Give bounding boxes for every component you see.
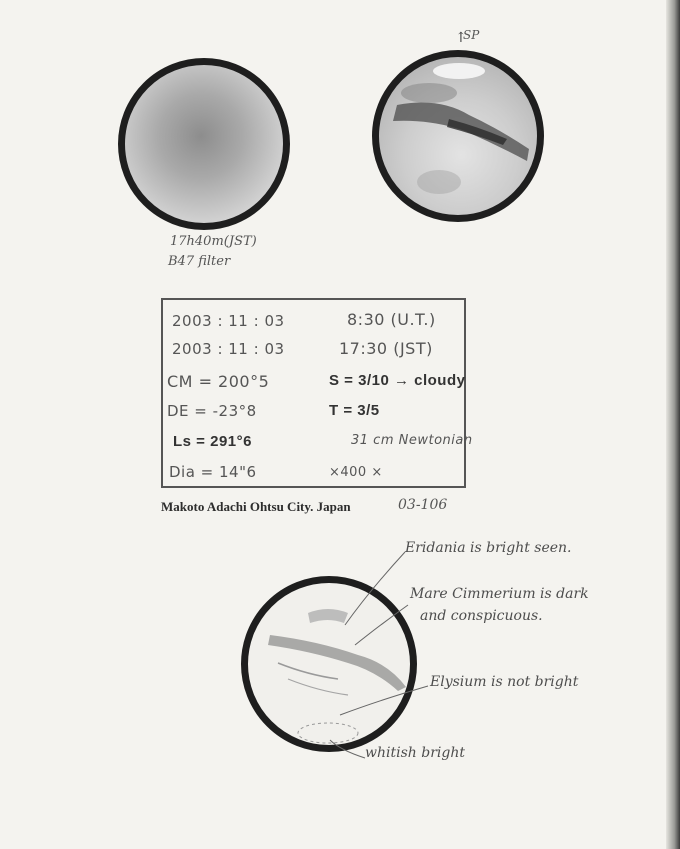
observer-name: Makoto Adachi Ohtsu City. Japan xyxy=(161,499,351,514)
observation-info-box xyxy=(161,298,473,488)
transparency: T = 3/5 xyxy=(329,402,380,419)
annotation-eridania: Eridania is bright seen. xyxy=(405,540,572,556)
annotation-mare-cimmerium-1: Mare Cimmerium is dark xyxy=(410,586,589,602)
row1-time: 8:30 (U.T.) xyxy=(347,310,436,329)
drawing1-time-label: 17h40m(JST) xyxy=(170,234,257,249)
annotation-mare-cimmerium-2: and conspicuous. xyxy=(420,608,543,624)
declination: DE = -23°8 xyxy=(167,402,257,420)
mars-disk-b47-filter xyxy=(118,58,290,230)
mars-sketch-markings xyxy=(248,583,410,745)
row2-date: 2003 : 11 : 03 xyxy=(172,340,285,358)
mars-sketch-disk xyxy=(241,576,417,752)
magnification: ×400 × xyxy=(329,465,383,480)
drawing1-filter-label: B47 filter xyxy=(168,254,231,269)
observation-code: 03-106 xyxy=(398,497,448,513)
seeing: S = 3/10 → cloudy xyxy=(329,372,466,389)
page-edge-shadow xyxy=(666,0,680,849)
telescope: 31 cm Newtonian xyxy=(351,433,473,448)
mars-disk-main xyxy=(372,50,544,222)
central-meridian: CM = 200°5 xyxy=(167,372,270,391)
solar-longitude: Ls = 291°6 xyxy=(173,433,252,450)
annotation-elysium: Elysium is not bright xyxy=(430,674,579,690)
annotation-whitish-bright: whitish bright xyxy=(365,745,465,761)
south-pole-arrow-icon: ↑ xyxy=(455,30,467,46)
apparent-diameter: Dia = 14"6 xyxy=(169,463,257,481)
south-pole-label: SP xyxy=(463,28,480,42)
mars-disk-main-markings xyxy=(379,57,537,215)
row1-date: 2003 : 11 : 03 xyxy=(172,312,285,330)
row2-time: 17:30 (JST) xyxy=(339,339,433,358)
